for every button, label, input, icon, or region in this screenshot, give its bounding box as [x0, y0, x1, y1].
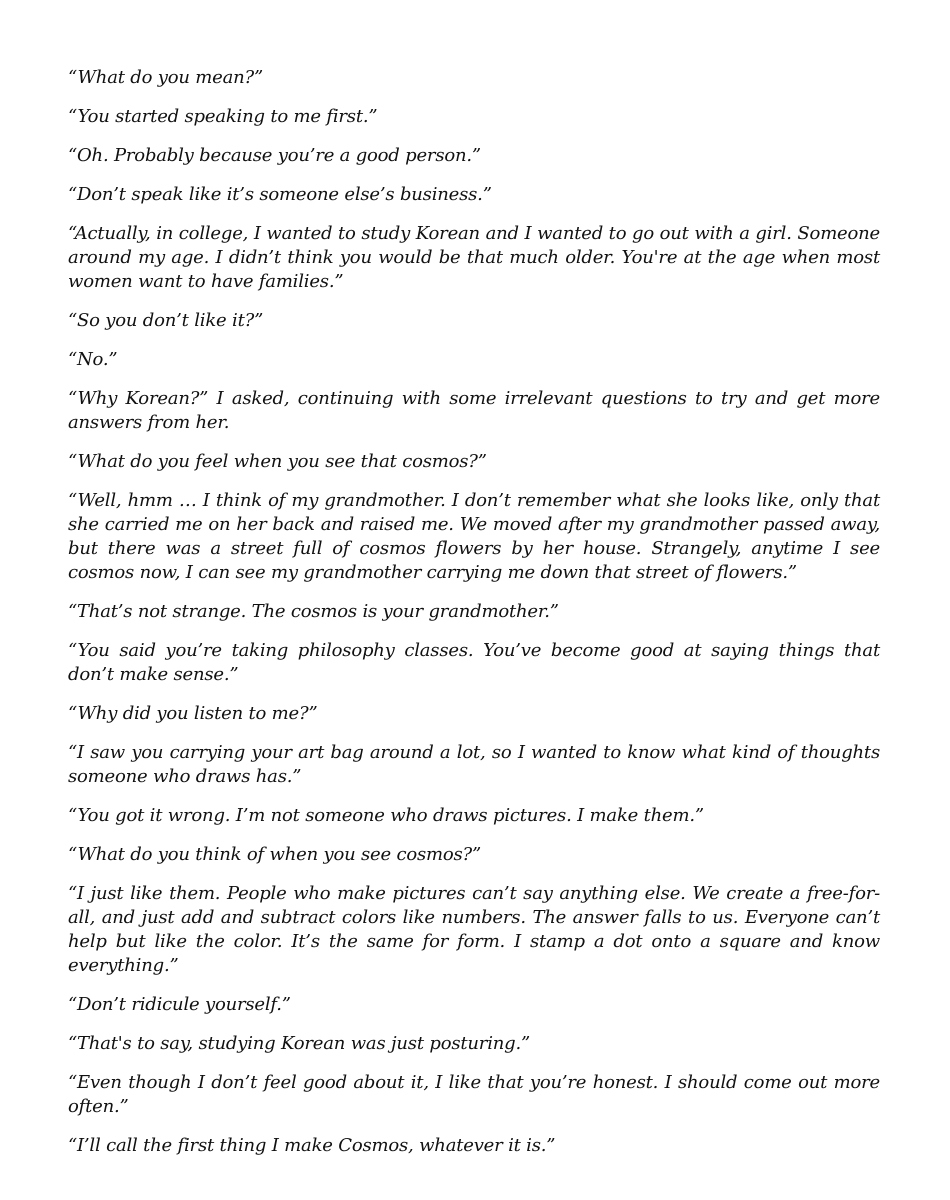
dialogue-paragraph: “Oh. Probably because you’re a good person.”: [68, 145, 481, 166]
dialogue-paragraph: “No.”: [68, 349, 118, 370]
dialogue-paragraph: “You said you’re taking philosophy classes. You’ve become good at saying things that don’t make sense.”: [68, 640, 880, 685]
dialogue-paragraph: “Actually, in college, I wanted to study Korean and I wanted to go out with a girl. Someone around my age. I didn’t think you would be that much older. You're at the age when most women want to have families.”: [68, 223, 880, 292]
dialogue-paragraph: “So you don’t like it?”: [68, 310, 264, 331]
dialogue-paragraph: “Don’t ridicule yourself.”: [68, 994, 291, 1015]
dialogue-paragraph: “Even though I don’t feel good about it, I like that you’re honest. I should come out more often.”: [68, 1072, 880, 1117]
dialogue-paragraph: “What do you feel when you see that cosmos?”: [68, 451, 487, 472]
dialogue-paragraph: “Why did you listen to me?”: [68, 703, 318, 724]
dialogue-paragraph: “Why Korean?” I asked, continuing with some irrelevant questions to try and get more answers from her.: [68, 388, 880, 433]
dialogue-paragraph: “That’s not strange. The cosmos is your grandmother.”: [68, 601, 559, 622]
document-page: [68, 66, 880, 1173]
dialogue-paragraph: “I’ll call the first thing I make Cosmos, whatever it is.”: [68, 1135, 556, 1156]
dialogue-paragraph: “What do you think of when you see cosmos?”: [68, 844, 482, 865]
dialogue-paragraph: “I saw you carrying your art bag around a lot, so I wanted to know what kind of thoughts someone who draws has.”: [68, 742, 880, 787]
dialogue-paragraph: “You started speaking to me first.”: [68, 106, 378, 127]
dialogue-paragraph: “Don’t speak like it’s someone else’s business.”: [68, 184, 492, 205]
dialogue-paragraph: “Well, hmm … I think of my grandmother. I don’t remember what she looks like, only that she carried me on her back and raised me. We moved after my grandmother passed away, but there was a street full of cosmos flowers by her house. Strangely, anytime I see cosmos now, I can see my grandmother carrying me down that street of flowers.”: [68, 490, 880, 583]
dialogue-paragraph: “You got it wrong. I’m not someone who draws pictures. I make them.”: [68, 805, 704, 826]
dialogue-paragraph: “That's to say, studying Korean was just posturing.”: [68, 1033, 530, 1054]
dialogue-paragraph: “I just like them. People who make pictures can’t say anything else. We create a free-for-all, and just add and subtract colors like numbers. The answer falls to us. Everyone can’t help but like the color. It’s the same for form. I stamp a dot onto a square and know everything.”: [68, 883, 880, 976]
dialogue-paragraph: “What do you mean?”: [68, 67, 263, 88]
